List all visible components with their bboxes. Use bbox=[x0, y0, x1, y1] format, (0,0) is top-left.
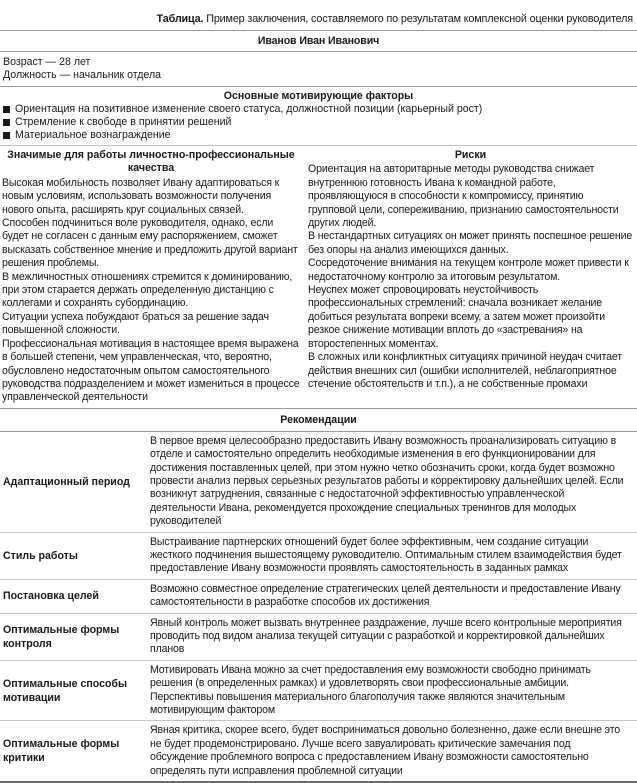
recommendations-title: Рекомендации bbox=[280, 413, 357, 426]
recommendation-label: Стиль работы bbox=[3, 549, 78, 562]
person-meta bbox=[0, 52, 637, 86]
risks-paragraph: Неуспех может спровоцировать неустойчивость профессиональных стремлений: сначала возникает желание добиться результата вопреки всему, а затем может произойти резкое снижение мотивации вплоть до «застревания» на второстепенных моментах. bbox=[308, 284, 605, 350]
motivation-item bbox=[3, 103, 637, 116]
qualities-paragraph: Способен подчиниться воле руководителя, однако, если будет не согласен с данным ему распоряжением, сможет высказать собственное мнение и предложить другой вариант решения проблемы. bbox=[2, 217, 298, 270]
recommendation-label: Оптимальные формы критики bbox=[3, 738, 120, 765]
person-name: Иванов Иван Иванович bbox=[257, 35, 380, 47]
person-age: Возраст — 28 лет bbox=[3, 56, 91, 68]
qualities-paragraph: Высокая мобильность позволяет Ивану адаптироваться к новым условиям, использовать возможности получения нового опыта, расширять круг социальных связей. bbox=[2, 176, 280, 216]
recommendation-text: Явный контроль может вызвать внутреннее раздражение, лучше всего контрольные мероприятия проводить под видом анализа текущей ситуации с разработкой и корректировкой дальнейших планов bbox=[150, 616, 622, 656]
motivation-item-text: Ориентация на позитивное изменение своего статуса, должностной позиции (карьерный рост) bbox=[15, 103, 483, 115]
risks-paragraph: В нестандартных ситуациях он может принять поспешное решение без опоры на анализ имеющихся данных. bbox=[308, 230, 633, 256]
caption-label: Таблица. bbox=[156, 13, 204, 25]
risks-paragraph: Ориентация на авторитарные методы руководства снижает внутреннюю готовность Ивана к командной работе, проявляющуюся в способности к компромиссу, принятию групповой цели, сопереживанию, признанию самостоятельности других людей. bbox=[308, 163, 619, 230]
motivation-list bbox=[0, 103, 637, 145]
motivation-item bbox=[3, 116, 637, 129]
motivation-title: Основные мотивирующие факторы bbox=[223, 90, 414, 102]
qualities-paragraph: Профессиональная мотивация в настоящее время выражена в большей степени, чем управленческая, что, вероятно, обусловлено недостаточным опытом самостоятельного руководства подразделением и может измениться в процессе управленческой деятельности bbox=[2, 337, 300, 404]
risks-column bbox=[300, 146, 637, 408]
recommendation-text: Явная критика, скорее всего, будет восприниматься довольно болезненно, даже если внешне это не будет продемонстрировано. Лучше всего завуалировать критические замечания под обсуждение проблемного вопроса с предоставлением Ивану возможности самостоятельно определять пути исправления проблемной ситуации bbox=[150, 724, 621, 777]
recommendation-text: Мотивировать Ивана можно за счет предоставления ему возможности свободно принимать решения (в определенных рамках) и удовлетворять свои профессиональные амбиции. Перспективы повышения материального благополучия также являются значительным мотивирующим фактором bbox=[150, 663, 591, 717]
recommendation-row bbox=[0, 721, 637, 781]
square-bullet-icon bbox=[3, 106, 10, 113]
recommendation-text: Возможно совместное определение стратегических целей деятельности и предоставление Ивану самостоятельности в разработке способов их достижения bbox=[150, 582, 621, 609]
motivation-item-text: Материальное вознаграждение bbox=[15, 129, 171, 141]
recommendation-row bbox=[0, 580, 637, 613]
recommendation-label: Адаптационный период bbox=[3, 475, 130, 488]
table-caption bbox=[0, 0, 637, 30]
person-position: Должность — начальник отдела bbox=[3, 69, 162, 81]
recommendation-text: В первое время целесообразно предоставить Ивану возможность проанализировать ситуацию в отделе и самостоятельно определить необходимые изменения в его функционировании для достижения поставленных целей, при этом нужно четко обозначить сроки, когда будет возможно провести анализ первых серьезных результатов работы и корректировку дальнейших целей. Если возникнут затруднения, связанные с недостаточной эффективностью управленческой деятельности Ивана, рекомендуется прохождение специальных тренингов для молодых руководителей bbox=[150, 434, 624, 528]
recommendation-label: Оптимальные способы мотивации bbox=[3, 677, 128, 704]
qualities-paragraph: В межличностных отношениях стремится к доминированию, при этом старается держать определенную дистанцию с коллегами и сохранять субординацию. bbox=[2, 270, 293, 310]
qualities-paragraph: Ситуации успеха побуждают браться за решение задач повышенной сложности. bbox=[2, 310, 269, 337]
risks-paragraph: Сосредоточение внимания на текущем контроле может привести к недостаточному контролю за итоговым результатом. bbox=[308, 257, 629, 283]
recommendation-row bbox=[0, 533, 637, 579]
caption-text: Пример заключения, составляемого по результатам комплексной оценки руководителя bbox=[203, 13, 633, 25]
motivation-item-text: Стремление к свободе в принятии решений bbox=[15, 116, 232, 128]
risks-title: Риски bbox=[454, 149, 487, 161]
square-bullet-icon bbox=[3, 132, 10, 139]
recommendation-text: Выстраивание партнерских отношений будет более эффективным, чем создание ситуации жесткого подчинения вышестоящему руководителю. Оптимальным стилем взаимодействия будет предоставление Ивану возможности проявлять самостоятельность в заданных рамках bbox=[150, 535, 622, 575]
qualities-title: Значимые для работы личностно-профессиональные качества bbox=[7, 149, 295, 175]
recommendation-label: Оптимальные формы контроля bbox=[3, 623, 120, 650]
recommendation-label: Постановка целей bbox=[3, 590, 99, 603]
motivation-item bbox=[3, 129, 637, 142]
motivation-section bbox=[0, 87, 637, 145]
recommendation-row bbox=[0, 432, 637, 532]
qualities-column bbox=[0, 146, 300, 408]
qualities-risks-section bbox=[0, 146, 637, 408]
recommendations-section bbox=[0, 409, 637, 783]
risks-paragraph: В сложных или конфликтных ситуациях причиной неудач считает действия внешних сил (ошибки исполнителей, неблагоприятное стечение обстоятельств и т.п.), а не собственные промахи bbox=[308, 351, 622, 390]
recommendation-row bbox=[0, 661, 637, 721]
recommendation-row bbox=[0, 614, 637, 660]
square-bullet-icon bbox=[3, 119, 10, 126]
